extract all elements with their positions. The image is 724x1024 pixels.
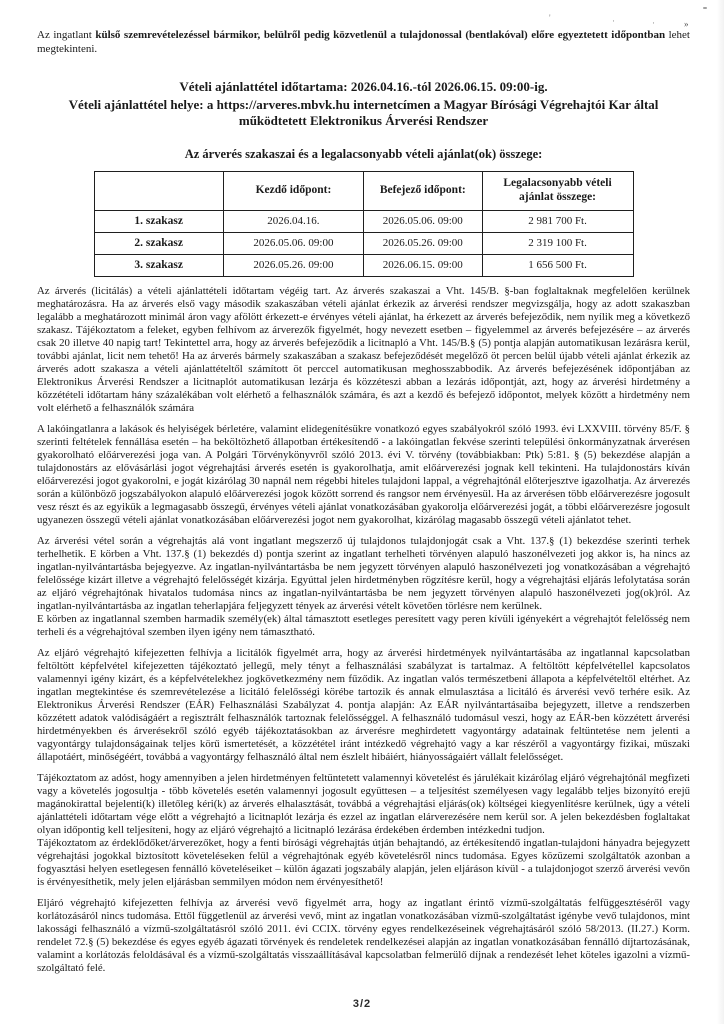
- phase-start: 2026.04.16.: [223, 210, 363, 232]
- intro-text-post: lehet megtekinteni.: [37, 29, 690, 55]
- header-start-time: Kezdő időpont:: [223, 171, 363, 210]
- header-empty-cell: [94, 171, 223, 210]
- paragraph-encumbrances: Az árverési vétel során a végrehajtás alá vont ingatlant megszerző új tulajdonos tulajdonjogát csak a Vht. 137.§ (1) bekezdése szerinti terhek terhelhetik. E körben a Vht. 137.§ (1) bekezdés d) pontja szerint az ingatlant terhelheti törvényen alapuló haszonélvezeti jog akkor is, ha nincs az ingatlan-nyilvántartásba bejegyezve. Az ingatlan-nyilvántartásba be nem jegyzett törvényen alapuló haszonélvezeti jog vonatkozásában a végrehajtó felelőssége kizárt illetve a végrehajtó felelősségét kizárja. Egyúttal jelen hirdetményben rögzítésre kerül, hogy a végrehajtási eljárás lefolytatása során az eljáró végrehajtónak hivatalos tudomása nincs az ingatlan-nyilvántartásba be nem jegyzett törvényen alapuló haszonélvezeti jog(ok)ról. Az ingatlan-nyilvántartásba az ingatlan teherlapjára feljegyzett tények az árverési vételt követően törlésre nem kerülnek.: [37, 534, 690, 612]
- intro-text-pre: Az ingatlant: [37, 29, 96, 41]
- scan-artifact: ': [549, 13, 551, 23]
- phase-amount: 2 319 100 Ft.: [482, 232, 633, 254]
- auction-phases-table: [94, 171, 634, 277]
- phase-amount: 1 656 500 Ft.: [482, 254, 633, 276]
- bid-place-heading: [37, 97, 690, 130]
- table-row: [94, 232, 633, 254]
- table-row: [94, 254, 633, 276]
- phase-amount: 2 981 700 Ft.: [482, 210, 633, 232]
- scan-edge-shadow: [717, 0, 724, 1024]
- paragraph-debtor-notice: Tájékoztatom az adóst, hogy amennyiben a jelen hirdetményen feltüntetett valamennyi követelést és járulékait kizárólag eljáró végrehajtónál megfizeti vagy a követelés jogosultja - több követelés esetén valamennyi jogosult együttesen – a teljesítést személyesen vagy legalább teljes bizonyító erejű magánokirattal bejelenti(k) illetőleg kéri(k) az árverés elhalasztását, továbbá a végrehajtási eljárás(ok) költségei kiegyenlítésre kerülnek, úgy a vételi ajánlattételi időtartam vége előtt a végrehajtó a licitnaplót lezárja és ezzel az ingatlan elárverezésére nem kerül sor. A jelen bekezdésben foglaltakat olyan időpontig kell teljesíteni, hogy az eljáró végrehajtó a licitnapló lezárása érdekében érdemben intézkedni tudjon.: [37, 771, 690, 836]
- paragraph-preemption-rights: A lakóingatlanra a lakások és helyiségek bérletére, valamint elidegenítésükre vonatkozó egyes szabályokról szóló 1993. évi LXXVIII. törvény 85/F. § szerinti feltételek fennállása esetén – ha beköltözhető állapotban értékesítendő - a lakóingatlan fekvése szerinti települési önkormányzatnak árverésen gyakorolható előárverezési joga van. A Polgári Törvénykönyvről szóló 2013. évi V. törvény (továbbiakban: Ptk) 5:81. § (5) bekezdése alapján a tulajdonostárs az elővásárlási jogot végrehajtási árverés esetén is gyakorolhatja, amit előárverezési jognak kell tekinteni. Ha tulajdonostárs kíván előárverezési jogot gyakorolni, e jogát kizárólag 30 napnál nem régebbi hiteles tulajdoni lappal, a végrehajtónál előterjesztve igazolhatja. Az árverezés során a különböző jogszabályokon alapuló előárverezési jogok között sorrend és rangsor nem érvényesül. Ha az árverésen több előárverezésre jogosult vesz részt és az egyikük a legmagasabb összegű, érvényes vételi ajánlat vonatkozásában gyakorolja előárverezési jogát, a többi előárverezésre jogosult ugyanezen összegű vételi ajánlat vonatkozásában előárverezési jogot nem gyakorolhat, kizárólag magasabb összegű vételi ajánlatot tehet.: [37, 422, 690, 526]
- phase-start: 2026.05.26. 09:00: [223, 254, 363, 276]
- paragraph-photos-disclaimer: Az eljáró végrehajtó kifejezetten felhívja a licitálók figyelmét arra, hogy az árverési hirdetmények nyilvántartásába az ingatlannal kapcsolatban feltöltött képfelvétel kifejezetten tájékoztató jellegű, mely tényt a felhasználási szabályzat is tartalmaz. A feltöltött képfelvétellel kapcsolatos valamennyi igény kizárt, és a képfelvételekhez jogkövetkezmény nem fűződik. Az ingatlan valós természetbeni állapota a képfelvételtől eltérhet. Az ingatlan megtekintése és szemrevételezése a licitáló felelősségi körébe tartozik és annak elmulasztása a licitáló és árverési vevő terhére esik. Az Elektronikus Árverési Rendszer (EÁR) Felhasználási Szabályzat 4. pontja alapján: Az EÁR nyilvántartásaiba bejegyzett, illetve a rendszerben közzétett adatok valódiságáért a regisztrált felhasználók tartoznak felelősséggel. A felhasználó tudomásul veszi, hogy az EÁR-ben közzétett árverési hirdetményekben és árverésekről szóló egyéb tájékoztatásokban az árverésre meghirdetett vagyontárgy adatainak feltüntetése nem jelenti a vagyontárgy tulajdonságainak teljes körű ismertetését, a közzététel iránt intézkedő végrehajtó vagy a kar részéről a vagyontárgy fizikai, műszaki állapotáért, minőségéért, továbbá a vagyontárgy felhasználó által nem észlelt hibáiért, hiányosságaiért vállalt felelősséget.: [37, 646, 690, 763]
- phase-start: 2026.05.06. 09:00: [223, 232, 363, 254]
- scan-speck: [703, 7, 707, 9]
- phase-label: 3. szakasz: [94, 254, 223, 276]
- intro-text-bold: külső szemrevételezéssel bármikor, belülről pedig közvetlenül a tulajdonossal (bentlakóval) előre egyeztetett időpontban: [95, 29, 666, 41]
- header-lowest-bid: Legalacsonyabb vételi ajánlat összege:: [482, 171, 633, 210]
- phase-label: 1. szakasz: [94, 210, 223, 232]
- phase-label: 2. szakasz: [94, 232, 223, 254]
- scan-artifact: ·: [612, 16, 615, 26]
- phase-end: 2026.05.26. 09:00: [363, 232, 482, 254]
- phase-end: 2026.06.15. 09:00: [363, 254, 482, 276]
- scan-artifact: ·: [652, 18, 655, 28]
- paragraph-water-utility: Eljáró végrehajtó kifejezetten felhívja az árverési vevő figyelmét arra, hogy az ingatlant érintő vízmű-szolgáltatás felfüggesztéséről vagy korlátozásáról nincs tudomása. Ettől függetlenül az árverési vevő, mint az ingatlan vonatkozásában vízmű-szolgáltatást igénybe vevő tulajdonos, mint lakossági felhasználó a vízmű-szolgáltatásról szóló 2011. évi CCIX. törvény egyes rendelkezéseinek végrehajtásáról szóló 58/2013. (II.27.) Korm. rendelet 72.§ (5) bekezdése és egyes egyéb ágazati törvények és rendeletek rendelkezései alapján az ingatlan vonatkozásában fennálló díjtartozásának, valamint a korlátozás feloldásával és a vízmű-szolgáltatás visszaállításával kapcsolatban felmerülő díjnak a rendezését lehet köteles igazolni a vízmű-szolgáltató felé.: [37, 896, 690, 974]
- bid-period-heading: Vételi ajánlattétel időtartama: 2026.04.16.-tól 2026.06.15. 09:00-ig.: [179, 79, 548, 94]
- page-number: 3/2: [352, 998, 372, 1010]
- paragraph-auction-rules: Az árverés (licitálás) a vételi ajánlattételi időtartam végéig tart. Az árverés szakaszai a Vht. 145/B. §-ban foglaltaknak megfelelően kerülnek meghatározásra. Ha az árverés első vagy második szakaszában vételi ajánlat érkezik az árverési rendszer megvizsgálja, hogy az adott szakaszban legalább a meghatározott minimál áron vagy afölött érkezett-e érvényes vételi ajánlat, ha érkezett az árverés befejeződik, nem nyílik meg a következő szakasz. Tájékoztatom a feleket, egyben felhívom az árverezők figyelmét, hogy nevezett esetben – figyelemmel az árverés befejezésére – az árverés csak 20 illetve 40 napig tart! Tekintettel arra, hogy az árverés befejeződik a licitnapló a Vht. 145/B.§ (5) pontja alapján automatikusan lezárásra kerül, további ajánlat, licit nem tehető! Ha az árverés bármely szakaszában a szakasz befejeződését megelőző öt percen belül újabb vételi ajánlat érkezik az árverés adott szakasza a vételi ajánlattételtől számított öt perccel automatikusan meghosszabbodik. Az árverés befejezésének időpontjában az Elektronikus Árverési Rendszer a licitnaplót automatikusan lezárja és közzéteszi abban a lezárás időpontját, azt, hogy az árverési hirdetmény a közzétételi időtartam hány százalékában volt elérhető a felhasználók számára, és azt a kezdő és befejező időpontot, melyek között a hirdetmény nem volt elérhető a felhasználók számára: [37, 284, 690, 414]
- paragraph-utility-claims: Tájékoztatom az érdeklődőket/árverezőket, hogy a fenti bírósági végrehajtás útján behajtandó, az értékesítendő ingatlan-tulajdoni hányadra bejegyzett végrehajtási jogokkal biztosított követeléseken felül a végrehajtónak egyéb követelésről nincs tudomása. Egyes közüzemi szolgáltatók azonban a fogyasztási helyen esetlegesen fennálló követeléseiket – külön ágazati jogszabály alapján, jelen eljáráson kívül - a tulajdonjogot szerző árverési vevőn is érvényesíthetik, mely jelen eljárásban semmilyen módon nem érvényesíthető!: [37, 836, 690, 888]
- scan-artifact: »: [684, 19, 689, 29]
- phase-end: 2026.05.06. 09:00: [363, 210, 482, 232]
- header-end-time: Befejező időpont:: [363, 171, 482, 210]
- phases-table-title: Az árverés szakaszai és a legalacsonyabb vételi ajánlat(ok) összege:: [184, 146, 543, 161]
- paragraph-third-party-claims: E körben az ingatlannal szemben harmadik személy(ek) által támasztott esetleges peresített vagy peren kívüli igényekért a végrehajtót felelősség nem terheli és a végrehajtóval szemben ilyen igény nem támasztható.: [37, 612, 690, 638]
- table-row: [94, 210, 633, 232]
- intro-paragraph: [37, 28, 690, 56]
- bid-place-line-1: Vételi ajánlattétel helye: a https://arveres.mbvk.hu internetcímen a Magyar Bírósági Végrehajtói Kar által: [68, 96, 659, 112]
- bid-place-line-2: működtetett Elektronikus Árverési Rendszer: [238, 113, 489, 128]
- table-header-row: [94, 171, 633, 210]
